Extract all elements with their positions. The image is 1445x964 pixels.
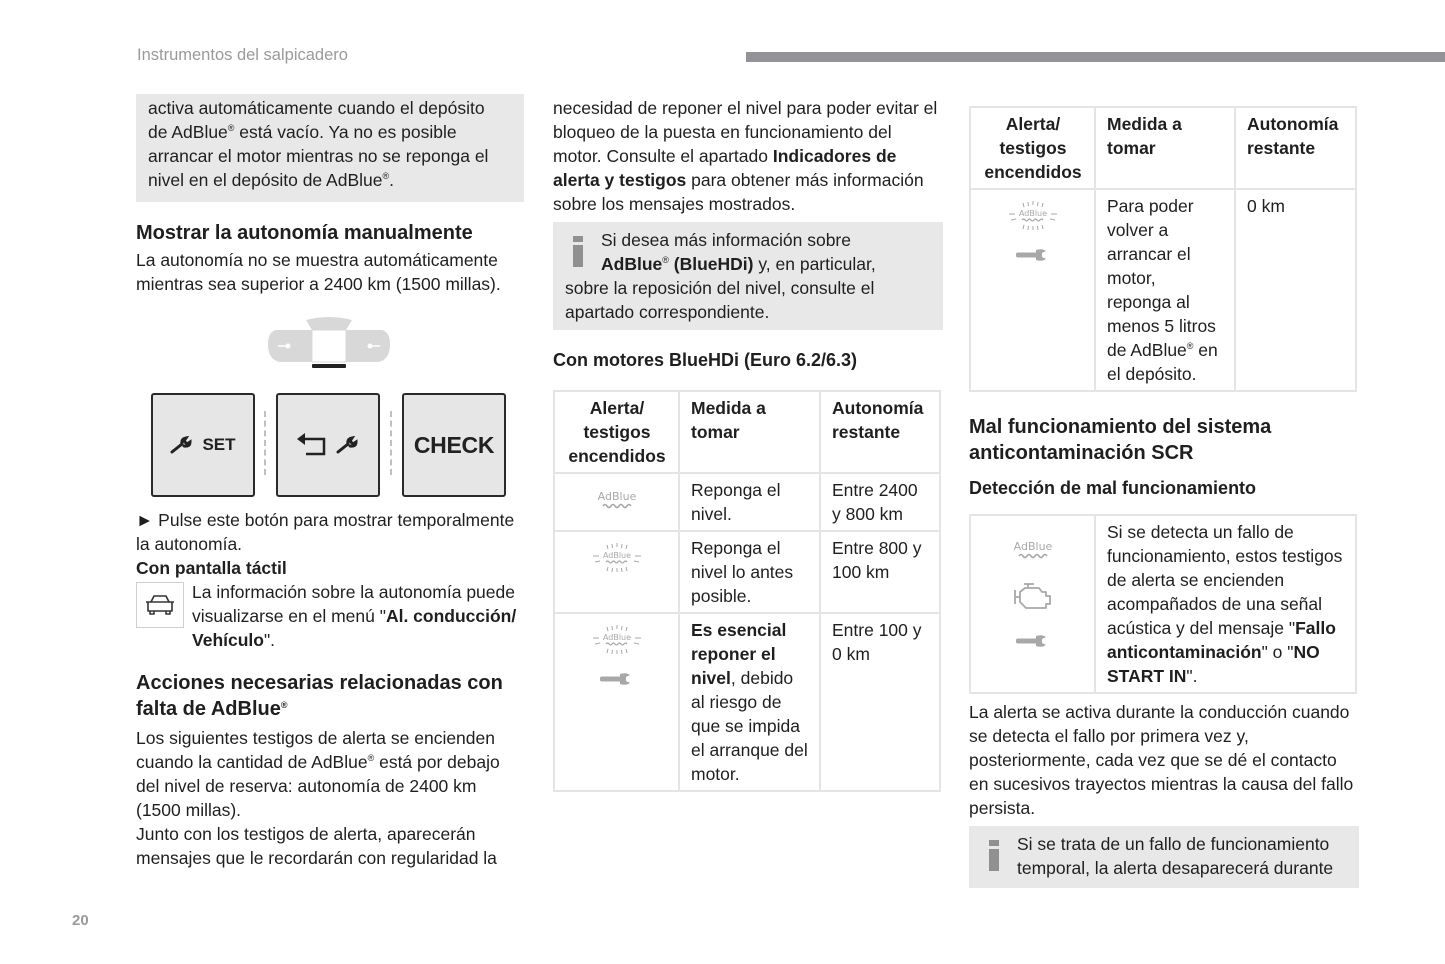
header-action: Medida a tomar [679, 391, 820, 473]
manual-range-text: La autonomía no se muestra automáticamente mientras sea superior a 2400 km (1500 millas). [136, 250, 501, 294]
svg-text:AdBlue: AdBlue [597, 490, 637, 503]
table-header-row [554, 391, 940, 473]
detection-heading: Detección de mal funcionamiento [969, 478, 1257, 498]
back-wrench-button[interactable] [276, 393, 380, 497]
key-separator [264, 411, 266, 475]
dashboard-illustration [136, 316, 516, 506]
touchscreen-heading: Con pantalla táctil [136, 558, 287, 578]
intro-box [136, 94, 524, 202]
wrench-icon [170, 436, 194, 454]
adblue-flashing-icon [589, 624, 645, 654]
actions-text-1: Los siguientes testigos de alerta se encienden cuando la cantidad de AdBlue® está por debajo del nivel de reserva: autonomía de 2400 km (1500 millas). [136, 728, 500, 820]
info-icon [989, 840, 999, 871]
table-row: AdBlue Es esencial reponer el nivel, debido al riesgo de que se impida el arranque del motor. Entre 100 y 0 km [554, 613, 940, 791]
wrench-icon [600, 668, 634, 682]
column-1 [136, 94, 526, 870]
touchscreen-note [136, 580, 526, 652]
set-button[interactable] [151, 393, 255, 497]
header-alert: Alerta/ testigos encendidos [554, 391, 679, 473]
check-button-label: CHECK [413, 432, 495, 458]
info-icon [573, 236, 583, 267]
touchscreen-text: La información sobre la autonomía puede visualizarse en el menú "Al. conducción/ Vehículo". [192, 582, 517, 650]
info-box-temporary-fault [969, 826, 1359, 888]
engine-icon [1012, 582, 1054, 612]
table-row: AdBlue Para poder volver a arrancar el motor, reponga al menos 5 litros de AdBlue® en el depósito. 0 km [970, 189, 1356, 391]
refill-text: necesidad de reponer el nivel para poder evitar el bloqueo de la puesta en funcionamiento del motor. Consulte el apartado Indicadores de alerta y testigos para obtener más información sobre los mensajes mostrados. [553, 98, 938, 214]
actions-heading: Acciones necesarias relacionadas con falta de AdBlue® [136, 672, 503, 720]
table-row: AdBlue Reponga el nivel lo antes posible. Entre 800 y 100 km [554, 531, 940, 613]
key-separator [390, 411, 392, 475]
press-instruction: ► Pulse este botón para mostrar temporalmente la autonomía. [136, 510, 515, 554]
engines-heading: Con motores BlueHDi (Euro 6.2/6.3) [553, 350, 858, 370]
svg-text:AdBlue: AdBlue [602, 551, 632, 560]
table-row: AdBlue Reponga el nivel. Entre 2400 y 800 km [554, 473, 940, 531]
column-2 [553, 96, 943, 792]
wrench-icon [1016, 244, 1050, 258]
svg-text:AdBlue: AdBlue [602, 633, 632, 642]
svg-text:AdBlue: AdBlue [1013, 540, 1053, 553]
intro-box-text: activa automáticamente cuando el depósito de AdBlue® está vacío. Ya no es posible arrancar el motor mientras no se reponga el nivel en el depósito de AdBlue®. [148, 98, 489, 190]
alert-text: La alerta se activa durante la conducción cuando se detecta el fallo por primera vez y, posteriormente, cada vez que se dé el contacto en sucesivos trayectos mientras la causa del fallo persista. [969, 702, 1354, 818]
adblue-icon [1005, 534, 1061, 564]
header-alert: Alerta/ testigos encendidos [970, 107, 1095, 189]
car-menu-icon [136, 582, 184, 628]
adblue-flashing-icon [1005, 200, 1061, 230]
wrench-icon [1016, 630, 1050, 644]
instrument-cluster-icon [266, 316, 392, 368]
manual-range-heading: Mostrar la autonomía manualmente [136, 222, 473, 244]
svg-text:AdBlue: AdBlue [1018, 209, 1048, 218]
set-button-label: SET [202, 435, 236, 454]
adblue-flashing-icon [589, 542, 645, 572]
detection-table [969, 514, 1357, 694]
header-range: Autonomía restante [820, 391, 940, 473]
table-header-row [970, 107, 1356, 189]
info-box-adblue: Si desea más información sobre AdBlue® (BlueHDi) y, en particular, sobre la reposición del nivel, consulte el apartado correspondiente. [553, 222, 943, 330]
control-keys [151, 393, 511, 497]
running-title: Instrumentos del salpicadero [137, 46, 348, 64]
info-box-text: Si se trata de un fallo de funcionamiento temporal, la alerta desaparecerá durante [1017, 834, 1334, 878]
page-number: 20 [72, 912, 89, 929]
actions-text-2: Junto con los testigos de alerta, aparecerán mensajes que le recordarán con regularidad la [136, 824, 497, 868]
adblue-range-table [553, 390, 941, 792]
header-range: Autonomía restante [1235, 107, 1356, 189]
check-button[interactable] [402, 393, 506, 497]
wrench-icon [336, 436, 360, 454]
scr-heading: Mal funcionamiento del sistema anticontaminación SCR [969, 416, 1272, 464]
table-row: AdBlue Si se detecta un fallo de funcionamiento, estos testigos de alerta se encienden acompañados de una señal acústica y del mensaje "Fallo anticontaminación" o "NO START IN". [970, 515, 1356, 693]
column-3 [969, 106, 1359, 888]
header-action: Medida a tomar [1095, 107, 1235, 189]
adblue-icon [589, 484, 645, 514]
adblue-empty-table [969, 106, 1357, 392]
header-bar [746, 52, 1445, 62]
back-arrow-icon [296, 432, 328, 458]
info-box-text: sobre la reposición del nivel, consulte el apartado correspondiente. [565, 278, 875, 322]
